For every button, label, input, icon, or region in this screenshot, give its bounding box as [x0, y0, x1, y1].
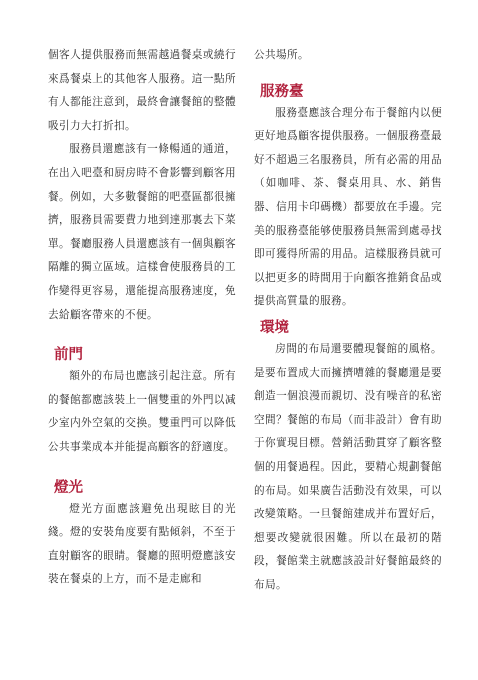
- right-column: [254, 44, 442, 597]
- spacer: [254, 68, 442, 82]
- heading-lighting: 燈光: [54, 478, 83, 496]
- heading-environment: 環境: [260, 318, 289, 336]
- spacer: [48, 460, 236, 478]
- paragraph-front-door: 額外的布局也應該引起注意。所有的餐館都應該裝上一個雙重的外門以减少室内外空氣的交换。雙重門可以降低公共事業成本并能提高顧客的舒適度。: [48, 370, 236, 453]
- paragraph-server-aisle: 服務員還應該有一條暢通的通道，在出入吧臺和厨房時不會影響到顧客用餐。例如，大多數餐館的吧臺區都很擁擠，服務員需要費力地到達那裏去下菜單。餐廳服務人員還應該有一個與顧客隔離的獨立區域。這樣會使服務員的工作變得更容易，還能提高服務速度，免去給顧客帶來的不便。: [48, 143, 236, 321]
- heading-front-door: 前門: [54, 346, 83, 364]
- paragraph-lighting: 燈光方面應該避免出現眩目的光綫。燈的安裝角度要有點傾斜，不至于直射顧客的眼睛。餐廳的照明燈應該安裝在餐桌的上方，而不是走廊和: [48, 502, 236, 586]
- paragraph-service-station: 服務臺應該合理分布于餐館内以便更好地爲顧客提供服務。一個服務臺最好不超過三名服務員，所有必需的用品（如咖啡、茶、餐桌用具、水、銷售器、信用卡印碼機）都要放在手邊。完美的服務臺能够使服務員無需到處尋找即可獲得所需的用品。這樣服務員就可以把更多的時間用于向顧客推銷食品或提供高質量的服務。: [254, 106, 442, 308]
- heading-service-station: 服務臺: [260, 82, 304, 100]
- left-column: [48, 44, 236, 592]
- paragraph-environment: 房間的布局還要體現餐館的風格。是要布置成大而擁擠嘈雜的餐廳還是要創造一個浪漫而親切、没有噪音的私密空間？餐館的布局（而非設計）會有助于你實現目標。營銷活動貫穿了顧客整個的用餐過程。因此，要精心規劃餐館的布局。如果廣告活動没有效果，可以改變策略。一旦餐館建成并布置好后，想要改變就很困難。所以在最初的階段，餐館業主就應該設計好餐館最終的布局。: [254, 342, 442, 591]
- paragraph-continued-right: 公共場所。: [254, 49, 309, 61]
- paragraph-continued: 個客人提供服務而無需越過餐桌或繞行來爲餐桌上的其他客人服務。這一點所有人都能注意到，最終會讓餐館的整體吸引力大打折扣。: [48, 49, 236, 132]
- spacer: [48, 327, 236, 345]
